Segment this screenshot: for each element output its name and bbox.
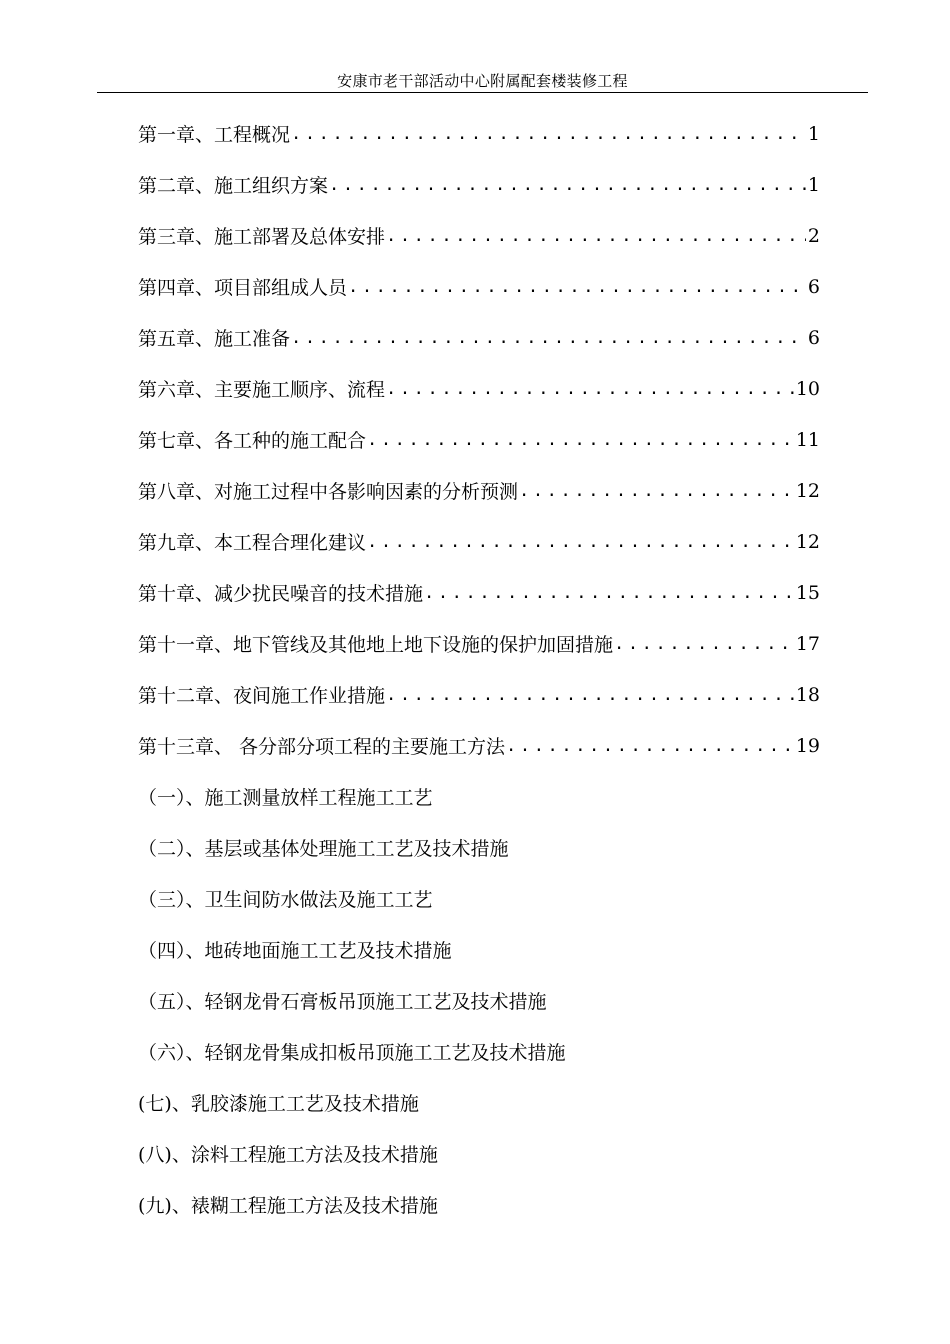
toc-dot-leader	[385, 685, 794, 705]
header-rule	[97, 92, 868, 93]
toc-subitem[interactable]: （六）、轻钢龙骨集成扣板吊顶施工工艺及技术措施	[138, 1042, 566, 1064]
toc-entry-page: 10	[795, 377, 820, 400]
toc-entry[interactable]	[138, 261, 820, 312]
page-header: 安康市老干部活动中心附属配套楼装修工程	[337, 72, 628, 90]
toc-entry-title: 第六章、主要施工顺序、流程	[138, 379, 386, 401]
toc-subitem[interactable]: (九)、裱糊工程施工方法及技术措施	[138, 1195, 438, 1217]
toc-entry-page: 15	[795, 581, 820, 604]
toc-dot-leader	[423, 583, 794, 603]
toc-entry[interactable]	[138, 516, 820, 567]
toc-dot-leader	[518, 481, 794, 501]
toc-entry[interactable]	[138, 210, 820, 261]
toc-entry[interactable]	[138, 312, 820, 363]
toc-subitem[interactable]: （四）、地砖地面施工工艺及技术措施	[138, 940, 452, 962]
toc-entry[interactable]	[138, 363, 820, 414]
toc-entry-page: 6	[807, 326, 820, 349]
toc-entry[interactable]	[138, 567, 820, 618]
toc-entry[interactable]	[138, 414, 820, 465]
toc-dot-leader	[328, 175, 806, 195]
toc-entry-page: 18	[795, 683, 820, 706]
toc-entry-page: 1	[807, 122, 820, 145]
toc-dot-leader	[385, 379, 794, 399]
toc-entry-page: 12	[795, 530, 820, 553]
toc-dot-leader	[290, 328, 806, 348]
toc-dot-leader	[505, 736, 794, 756]
toc-subitem[interactable]: (八)、涂料工程施工方法及技术措施	[138, 1144, 438, 1166]
toc-entry[interactable]	[138, 669, 820, 720]
toc-dot-leader	[366, 430, 794, 450]
toc-entry-title: 第三章、施工部署及总体安排	[138, 226, 386, 248]
toc-dot-leader	[347, 277, 806, 297]
toc-entry-title: 第二章、施工组织方案	[138, 175, 329, 197]
toc-entry-title: 第九章、本工程合理化建议	[138, 532, 367, 554]
toc-entry[interactable]	[138, 465, 820, 516]
toc-entry-title: 第十一章、地下管线及其他地上地下设施的保护加固措施	[138, 634, 614, 656]
toc-dot-leader	[385, 226, 806, 246]
toc-subitem[interactable]: (七)、乳胶漆施工工艺及技术措施	[138, 1093, 419, 1115]
toc-entry-page: 2	[807, 224, 820, 247]
toc-subitem[interactable]: （五）、轻钢龙骨石膏板吊顶施工工艺及技术措施	[138, 991, 547, 1013]
table-of-contents	[138, 108, 820, 1230]
toc-entry[interactable]	[138, 618, 820, 669]
toc-entry-page: 6	[807, 275, 820, 298]
toc-entry-page: 11	[795, 428, 820, 451]
toc-entry[interactable]	[138, 720, 820, 771]
toc-entry[interactable]	[138, 159, 820, 210]
toc-subitem[interactable]: （一）、施工测量放样工程施工工艺	[138, 787, 433, 809]
toc-entry-title: 第十二章、夜间施工作业措施	[138, 685, 386, 707]
toc-subitem[interactable]: （三）、卫生间防水做法及施工工艺	[138, 889, 433, 911]
toc-entry-title: 第一章、工程概况	[138, 124, 291, 146]
toc-entry-title: 第十章、减少扰民噪音的技术措施	[138, 583, 424, 605]
toc-dot-leader	[366, 532, 794, 552]
toc-entry-page: 1	[807, 173, 820, 196]
toc-dot-leader	[290, 124, 806, 144]
toc-entry-page: 19	[795, 734, 820, 757]
toc-entry-title: 第八章、对施工过程中各影响因素的分析预测	[138, 481, 519, 503]
toc-subitem[interactable]: （二）、基层或基体处理施工工艺及技术措施	[138, 838, 509, 860]
toc-dot-leader	[613, 634, 794, 654]
toc-entry-title: 第七章、各工种的施工配合	[138, 430, 367, 452]
toc-entry-page: 12	[795, 479, 820, 502]
toc-entry-title: 第四章、项目部组成人员	[138, 277, 348, 299]
toc-entry-page: 17	[795, 632, 820, 655]
toc-entry-title: 第五章、施工准备	[138, 328, 291, 350]
toc-entry[interactable]	[138, 108, 820, 159]
toc-entry-title: 第十三章、 各分部分项工程的主要施工方法	[138, 736, 506, 758]
